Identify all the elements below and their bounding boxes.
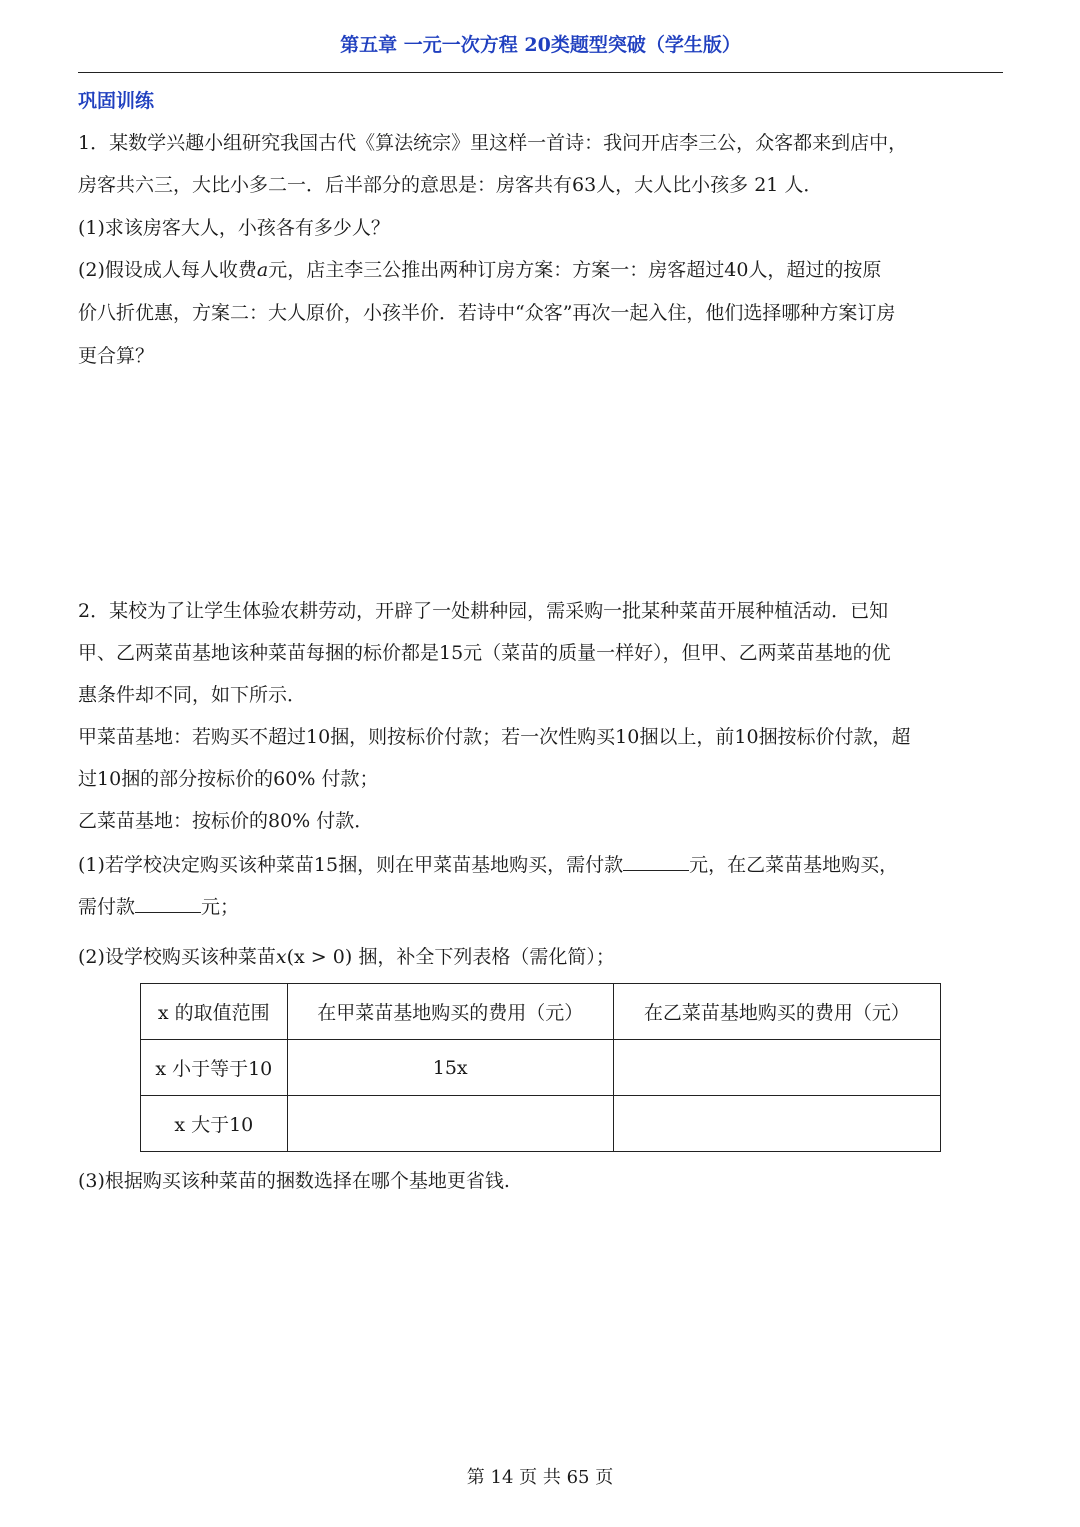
q1-line-2: 房客共六三，大比小多二一．后半部分的意思是：房客共有63人，大人比小孩多 21 人． bbox=[78, 174, 823, 196]
variable-a: a bbox=[256, 259, 269, 281]
q1-part-2 bbox=[78, 255, 1008, 282]
q2-part-3: (3)根据购买该种菜苗的捆数选择在哪个基地更省钱. bbox=[78, 1170, 510, 1192]
answer-blank-jia[interactable] bbox=[623, 852, 689, 871]
q2-part-2-text-b: 捆，补全下列表格（需化简）； bbox=[352, 946, 615, 968]
table-cell-range: x 大于10 bbox=[141, 1096, 288, 1152]
q1-part-1: (1)求该房客大人，小孩各有多少人？ bbox=[78, 217, 390, 239]
table-header-yi: 在乙菜苗基地购买的费用（元） bbox=[613, 984, 940, 1040]
q2-yi-line: 乙菜苗基地：按标价的80% 付款． bbox=[78, 810, 374, 832]
variable-x: x bbox=[275, 946, 287, 968]
page-footer-number: 第 14 页 共 65 页 bbox=[466, 1467, 614, 1488]
condition-x-positive: (x > 0) bbox=[286, 946, 353, 968]
q2-part-1-line-2 bbox=[78, 892, 1008, 919]
q2-part-1-text-b: 元，在乙菜苗基地购买， bbox=[689, 854, 899, 876]
q2-jia-line-2: 过10捆的部分按标价的60% 付款； bbox=[78, 768, 379, 790]
table-cell-range: x 小于等于10 bbox=[141, 1040, 288, 1096]
q2-part-2-text-a: (2)设学校购买该种菜苗 bbox=[78, 946, 276, 968]
q2-part-1-text-d: 元； bbox=[201, 896, 240, 918]
answer-blank-yi[interactable] bbox=[135, 894, 201, 913]
q2-jia-line-1: 甲菜苗基地：若购买不超过10捆，则按标价付款；若一次性购买10捆以上，前10捆按标价付款，超 bbox=[78, 726, 911, 748]
table-row bbox=[141, 1096, 941, 1152]
q1-line-1: 1．某数学兴趣小组研究我国古代《算法统宗》里这样一首诗：我问开店李三公，众客都来到店中， bbox=[78, 132, 908, 154]
q1-part-2-text-b: 元，店主李三公推出两种订房方案：方案一：房客超过40人，超过的按原 bbox=[268, 259, 882, 281]
section-title: 巩固训练 bbox=[78, 90, 155, 112]
q2-line-3: 惠条件却不同，如下所示． bbox=[78, 684, 307, 706]
q1-part-2-text-a: (2)假设成人每人收费 bbox=[78, 259, 257, 281]
q1-part-2-line-2: 价八折优惠，方案二：大人原价，小孩半价．若诗中“众客”再次一起入住，他们选择哪种方案订房 bbox=[78, 302, 896, 324]
q2-part-1-text-c: 需付款 bbox=[78, 896, 136, 918]
cost-table bbox=[140, 983, 941, 1152]
table-cell-yi[interactable] bbox=[613, 1040, 940, 1096]
page-header-title: 第五章 一元一次方程 20类题型突破（学生版） bbox=[340, 34, 741, 56]
table-header-jia: 在甲菜苗基地购买的费用（元） bbox=[287, 984, 613, 1040]
table-row bbox=[141, 1040, 941, 1096]
table-header-range: x 的取值范围 bbox=[141, 984, 288, 1040]
table-cell-yi[interactable] bbox=[613, 1096, 940, 1152]
header-divider bbox=[78, 72, 1003, 73]
table-cell-jia[interactable] bbox=[287, 1096, 613, 1152]
q2-line-2: 甲、乙两菜苗基地该种菜苗每捆的标价都是15元（菜苗的质量一样好），但甲、乙两菜苗基地的优 bbox=[78, 642, 891, 664]
q2-part-1-text-a: (1)若学校决定购买该种菜苗15捆，则在甲菜苗基地购买，需付款 bbox=[78, 854, 624, 876]
q2-part-2 bbox=[78, 942, 1008, 969]
table-cell-jia: 15x bbox=[287, 1040, 613, 1096]
table-header-row bbox=[141, 984, 941, 1040]
q1-part-2-line-3: 更合算？ bbox=[78, 345, 155, 367]
q2-line-1: 2．某校为了让学生体验农耕劳动，开辟了一处耕种园，需采购一批某种菜苗开展种植活动．已知 bbox=[78, 600, 889, 622]
q2-part-1 bbox=[78, 850, 1008, 877]
